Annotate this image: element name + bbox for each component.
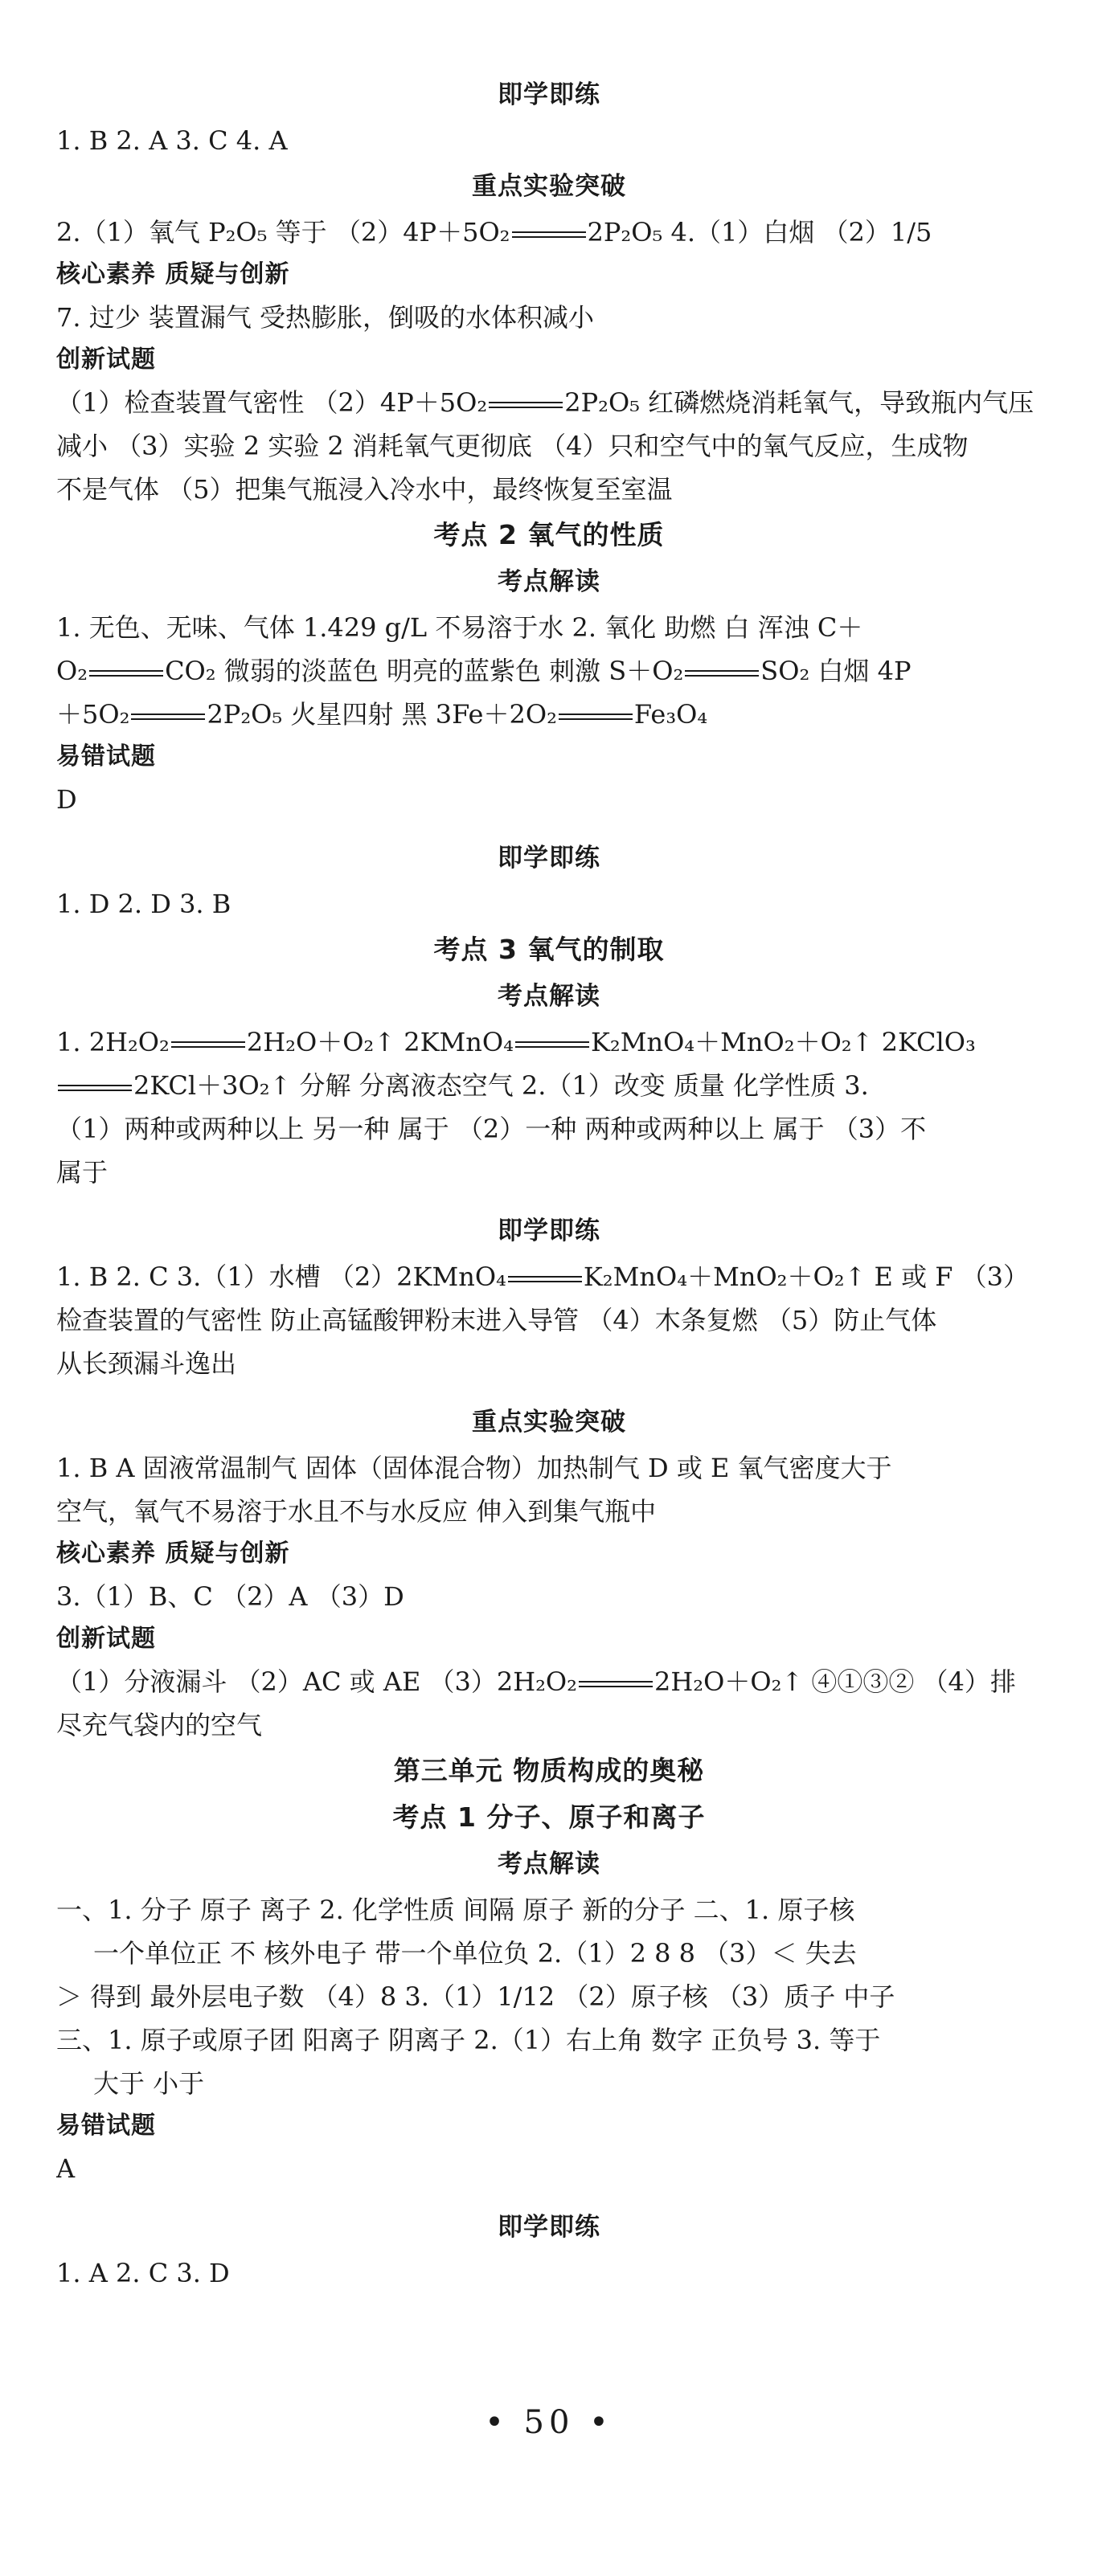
equals-bars: [579, 1681, 653, 1687]
section-heading: 重点实验突破: [472, 172, 626, 201]
answer-text: K₂MnO₄＋MnO₂＋O₂↑ E 或 F （3）: [583, 1261, 1029, 1292]
reaction-condition: [129, 693, 207, 736]
answer-text: （1）检查装置气密性 （2）4P＋5O₂: [56, 387, 488, 418]
equals-bars: [89, 670, 163, 677]
subsection-heading: 创新试题: [56, 1625, 156, 1653]
answer-line: [56, 1064, 1042, 1107]
topic-heading: 考点 3 氧气的制取: [433, 934, 665, 965]
section-heading: 考点解读: [498, 982, 600, 1011]
answer-line: 1. 无色、无味、气体 1.429 g/L 不易溶于水 2. 氧化 助燃 白 浑浊 C＋: [56, 612, 863, 643]
answer-line: 一、1. 分子 原子 离子 2. 化学性质 间隔 原子 新的分子 二、1. 原子核: [56, 1895, 855, 1925]
equals-bars: [685, 670, 759, 677]
answer-text: 2.（1）氧气 P₂O₅ 等于 （2）4P＋5O₂: [56, 217, 510, 247]
answer-line: 1. A 2. C 3. D: [56, 2258, 230, 2288]
answer-text: 2H₂O＋O₂↑ 2KMnO₄: [246, 1027, 514, 1057]
unit-heading: 第三单元 物质构成的奥秘: [393, 1755, 705, 1786]
answer-line: A: [56, 2153, 76, 2184]
answer-line: 三、1. 原子或原子团 阳离子 阴离子 2.（1）右上角 数字 正负号 3. 等于: [56, 2025, 881, 2055]
reaction-condition: [487, 381, 564, 424]
answer-text: K₂MnO₄＋MnO₂＋O₂↑ 2KClO₃: [590, 1027, 976, 1057]
answer-line: 一个单位正 不 核外电子 带一个单位负 2.（1）2 8 8 （3）＜ 失去: [93, 1938, 857, 1969]
equals-bars: [559, 714, 633, 720]
reaction-condition: [577, 1660, 654, 1703]
answer-text: 1. 2H₂O₂: [56, 1027, 170, 1057]
reaction-condition: [88, 649, 165, 693]
subsection-heading: 核心素养 质疑与创新: [56, 260, 290, 288]
section-heading: 重点实验突破: [472, 1408, 626, 1437]
equals-bars: [171, 1041, 245, 1048]
answer-line: 1. D 2. D 3. B: [56, 889, 231, 919]
answer-line: [56, 693, 1042, 736]
answer-line: 不是气体 （5）把集气瓶浸入冷水中，最终恢复至室温: [56, 474, 673, 505]
section-heading: 即学即练: [498, 844, 600, 873]
answer-text: ＋5O₂: [56, 699, 130, 730]
answer-text: O₂: [56, 656, 88, 686]
equals-bars: [508, 1276, 582, 1282]
reaction-condition: [170, 1020, 247, 1064]
answer-text: SO₂ 白烟 4P: [760, 656, 912, 686]
answer-line: [56, 649, 1042, 693]
topic-heading: 考点 1 分子、原子和离子: [392, 1801, 706, 1833]
equals-bars: [489, 402, 563, 408]
answer-text: Fe₃O₄: [633, 699, 708, 730]
answer-line: [56, 1020, 1042, 1064]
equals-bars: [515, 1041, 589, 1048]
equals-bars: [512, 231, 586, 238]
answer-text: 2P₂O₅ 火星四射 黑 3Fe＋2O₂: [207, 699, 557, 730]
section-heading: 考点解读: [498, 567, 600, 596]
answer-line: 3.（1）B、C （2）A （3）D: [56, 1581, 404, 1612]
answer-text: CO₂ 微弱的淡蓝色 明亮的蓝紫色 刺激 S＋O₂: [165, 656, 684, 686]
answer-line: 尽充气袋内的空气: [56, 1710, 263, 1740]
answer-line: D: [56, 784, 77, 815]
equals-bars: [58, 1085, 132, 1091]
page-number: • 50 •: [485, 2404, 613, 2441]
section-heading: 考点解读: [498, 1850, 600, 1879]
reaction-condition: [683, 649, 760, 693]
section-heading: 即学即练: [498, 2213, 600, 2242]
answer-line: [56, 211, 1042, 254]
reaction-condition: [56, 1064, 133, 1107]
subsection-heading: 易错试题: [56, 2112, 156, 2140]
answer-line: 大于 小于: [93, 2068, 205, 2099]
answer-text: （1）分液漏斗 （2）AC 或 AE （3）2H₂O₂: [56, 1666, 577, 1697]
answer-text: 2KCl＋3O₂↑ 分解 分离液态空气 2.（1）改变 质量 化学性质 3.: [133, 1070, 869, 1101]
answer-line: [56, 1255, 1042, 1298]
answer-text: 2P₂O₅ 红磷燃烧消耗氧气，导致瓶内气压: [564, 387, 1034, 418]
answer-line: ＞ 得到 最外层电子数 （4）8 3.（1）1/12 （2）原子核 （3）质子 中子: [56, 1981, 895, 2012]
answer-line: 7. 过少 装置漏气 受热膨胀，倒吸的水体积减小: [56, 302, 595, 333]
reaction-condition: [510, 211, 588, 254]
answer-line: 1. B A 固液常温制气 固体（固体混合物）加热制气 D 或 E 氧气密度大于: [56, 1453, 892, 1483]
subsection-heading: 易错试题: [56, 742, 156, 771]
answer-line: [56, 381, 1042, 424]
subsection-heading: 创新试题: [56, 346, 156, 374]
answer-line: 减小 （3）实验 2 实验 2 消耗氧气更彻底 （4）只和空气中的氧气反应，生成物: [56, 431, 969, 461]
answer-text: 2P₂O₅ 4.（1）白烟 （2）1/5: [587, 217, 932, 247]
answer-line: 空气，氧气不易溶于水且不与水反应 伸入到集气瓶中: [56, 1496, 657, 1527]
answer-line: 从长颈漏斗逸出: [56, 1348, 237, 1379]
reaction-condition: [557, 693, 634, 736]
reaction-condition: [514, 1020, 591, 1064]
answer-line: 属于: [56, 1157, 109, 1188]
answer-line: [56, 1660, 1042, 1703]
answer-text: 1. B 2. C 3.（1）水槽 （2）2KMnO₄: [56, 1261, 506, 1292]
answer-text: 2H₂O＋O₂↑ ④①③② （4）排: [654, 1666, 1016, 1697]
section-heading: 即学即练: [498, 80, 600, 109]
topic-heading: 考点 2 氧气的性质: [433, 519, 665, 550]
subsection-heading: 核心素养 质疑与创新: [56, 1539, 290, 1568]
equals-bars: [131, 714, 205, 720]
reaction-condition: [506, 1255, 584, 1298]
section-heading: 即学即练: [498, 1216, 600, 1245]
answer-line: 检查装置的气密性 防止高锰酸钾粉末进入导管 （4）木条复燃 （5）防止气体: [56, 1305, 937, 1335]
answer-line: 1. B 2. A 3. C 4. A: [56, 125, 288, 156]
answer-line: （1）两种或两种以上 另一种 属于 （2）一种 两种或两种以上 属于 （3）不: [56, 1114, 927, 1144]
